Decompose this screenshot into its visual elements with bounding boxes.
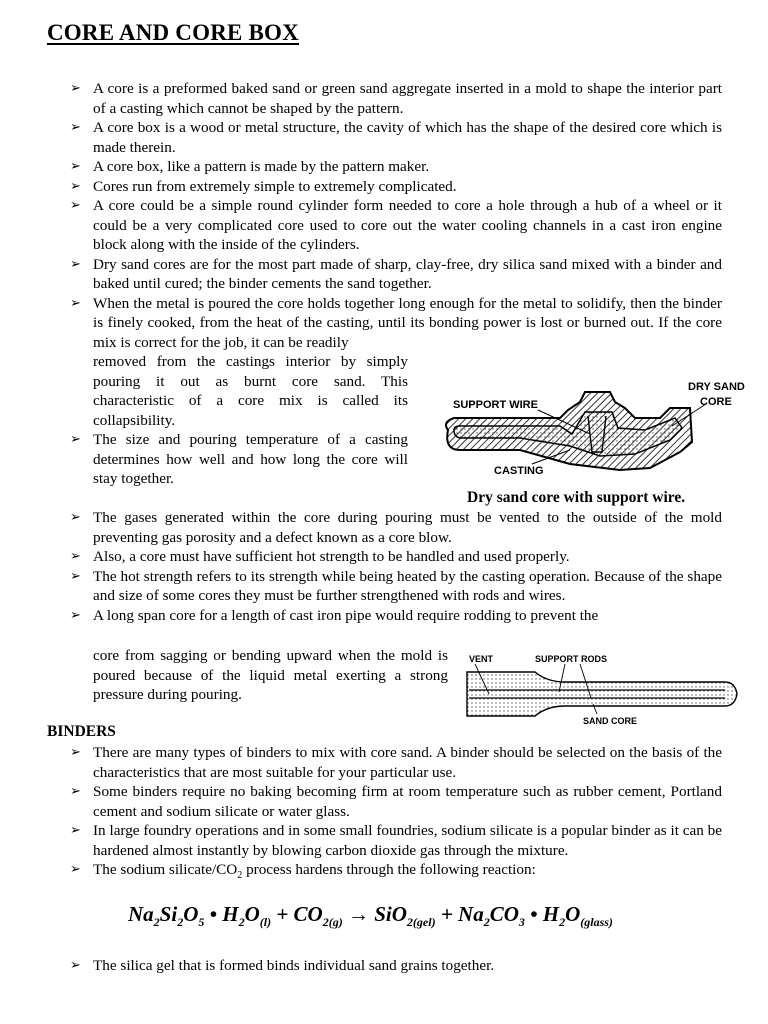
page-title: CORE AND CORE BOX — [47, 20, 299, 45]
list-item: ➢ The hot strength refers to its strength while being heated by the casting operation. Because of the shape and size of some cores they must be further strengthened with rods and wires. — [70, 567, 722, 604]
sand-core-shape — [467, 672, 737, 716]
list-item: ➢ A core is a preformed baked sand or green sand aggregate inserted in a mold to shape the interior part of a casting which cannot be shaped by the pattern. — [70, 80, 722, 117]
collapsibility-paragraph: removed from the castings interior by simply pouring it out as burnt core sand. This characteristic of a core mix is called its collapsibility. — [93, 353, 408, 429]
silica-gel-bullet-list — [70, 956, 722, 976]
list-item: ➢ A core could be a simple round cylinder form needed to core a hole through a hub of a wheel or it could be a very complicated core used to core out the water cooling channels in a cast iron engine block along with the inside of the cylinders. — [70, 197, 722, 253]
dry-sand-core-figure — [420, 372, 760, 484]
arrow-bullet-icon: ➢ — [70, 256, 81, 272]
sagging-paragraph: core from sagging or bending upward when the mold is poured because of the liquid metal exerting a strong pressure during pouring. — [93, 647, 448, 703]
core-label: CORE — [700, 396, 732, 408]
arrow-bullet-icon: ➢ — [70, 568, 81, 584]
list-item: ➢ The silica gel that is formed binds individual sand grains together. — [70, 957, 495, 974]
arrow-bullet-icon: ➢ — [70, 120, 81, 135]
long-span-core-figure — [455, 650, 745, 730]
list-item: ➢ Also, a core must have sufficient hot strength to be handled and used properly. — [70, 548, 570, 565]
arrow-bullet-icon: ➢ — [70, 823, 81, 838]
list-item: ➢ Some binders require no baking becoming firm at room temperature such as rubber cement, Portland cement and sodium silicate or water glass. — [70, 783, 722, 820]
list-item: ➢ The gases generated within the core during pouring must be vented to the outside of the mold preventing gas porosity and a defect known as a core blow. — [70, 509, 722, 546]
arrow-bullet-icon: ➢ — [70, 549, 81, 564]
sand-core-label: SAND CORE — [583, 716, 638, 726]
arrow-bullet-icon: ➢ — [70, 510, 81, 525]
list-item: ➢ There are many types of binders to mix with core sand. A binder should be selected on the basis of the characteristics that are most suitable for your particular use. — [70, 744, 722, 781]
vent-label: VENT — [469, 654, 494, 664]
arrow-bullet-icon: ➢ — [70, 81, 81, 96]
arrow-bullet-icon: ➢ — [70, 784, 81, 799]
list-item: ➢ The size and pouring temperature of a casting determines how well and how long the core will stay together. — [70, 431, 408, 487]
core-bullet-list — [70, 79, 722, 352]
list-item: ➢ In large foundry operations and in some small foundries, sodium silicate is a popular binder as it can be hardened almost instantly by blowing carbon dioxide gas through the mixture. — [70, 822, 722, 859]
support-wire-label: SUPPORT WIRE — [453, 399, 538, 411]
arrow-bullet-icon: ➢ — [70, 607, 81, 623]
binders-heading: BINDERS — [47, 723, 116, 740]
arrow-bullet-icon: ➢ — [70, 178, 81, 194]
list-item: ➢ A core box, like a pattern is made by the pattern maker. — [70, 158, 430, 175]
binders-bullet-list — [70, 743, 722, 886]
size-bullet-list — [70, 430, 408, 489]
arrow-bullet-icon: ➢ — [70, 295, 81, 311]
list-item: ➢ A long span core for a length of cast iron pipe would require rodding to prevent the — [70, 606, 599, 624]
casting-label: CASTING — [494, 465, 544, 477]
gas-bullet-list — [70, 508, 722, 625]
list-item: ➢ Cores run from extremely simple to extremely complicated. — [70, 177, 457, 195]
support-rods-label: SUPPORT RODS — [535, 654, 608, 664]
list-item: ➢ Dry sand cores are for the most part made of sharp, clay-free, dry silica sand mixed with a binder and baked until cured; the binder cements the sand together. — [70, 255, 722, 292]
arrow-bullet-icon: ➢ — [70, 198, 81, 213]
dry-sand-label: DRY SAND — [688, 381, 745, 393]
arrow-bullet-icon: ➢ — [70, 862, 81, 877]
arrow-bullet-icon: ➢ — [70, 745, 81, 760]
reaction-equation: $Na_2Si_2O_5$ • $H_2O_{(l)} + CO_{2(g)} \to SiO_{2(gel)} + Na_2CO_3$ • $H_2O_{(glass)}$ — [128, 902, 613, 930]
arrow-bullet-icon: ➢ — [70, 958, 81, 973]
list-item: ➢ A core box is a wood or metal structure, the cavity of which has the shape of the desired core which is made therein. — [70, 119, 722, 156]
arrow-bullet-icon: ➢ — [70, 159, 81, 174]
arrow-bullet-icon: ➢ — [70, 432, 81, 447]
list-item: ➢ The sodium silicate/$CO_2$ process hardens through the following reaction: — [70, 861, 536, 882]
list-item: ➢ When the metal is poured the core holds together long enough for the metal to solidify, then the binder is finely cooked, from the heat of the casting, until its bonding power is lost or burned out. If the core mix is correct for the job, it can be readily — [70, 294, 722, 351]
figure-caption: Dry sand core with support wire. — [467, 489, 686, 506]
